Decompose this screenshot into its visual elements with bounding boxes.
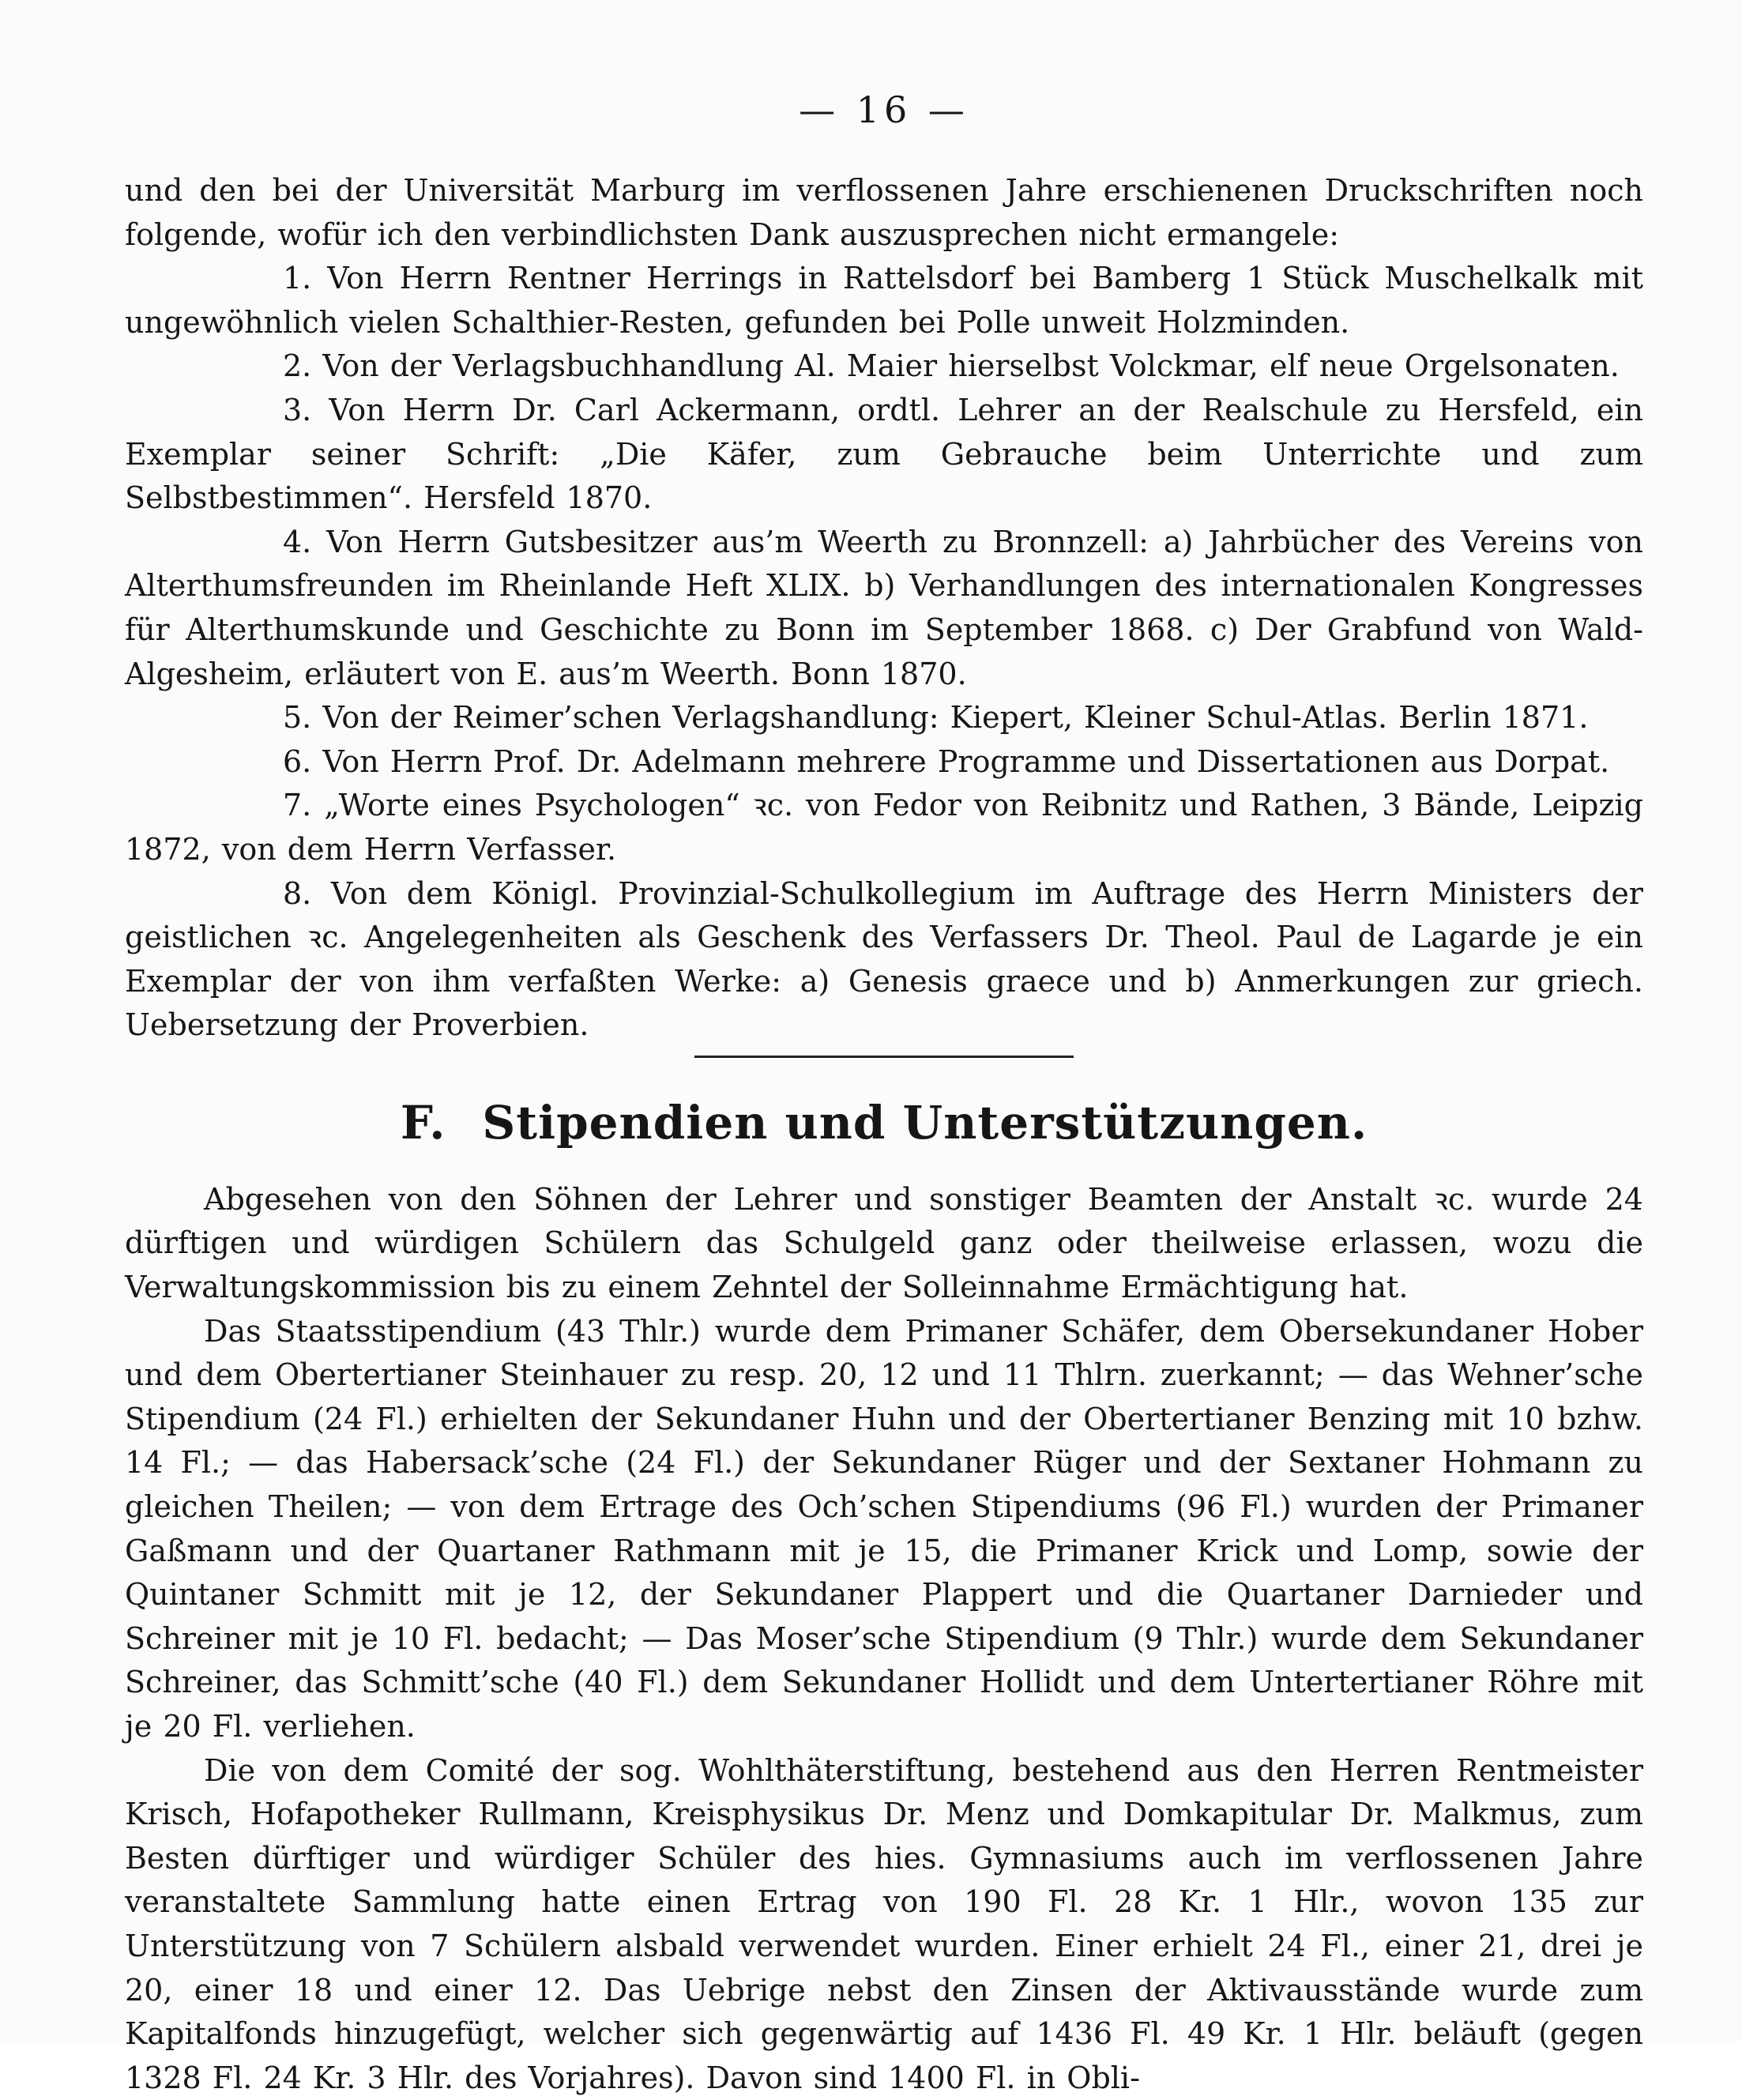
donation-item (125, 696, 1643, 740)
donation-item (125, 344, 1643, 389)
donation-list (125, 257, 1643, 1048)
item-text: Von Herrn Dr. Carl Ackermann, ordtl. Lehrer an der Realschule zu Hersfeld, ein Exemplar seiner Schrift: „Die Käfer, zum Gebrauche beim Unterrichte und zum Selbstbestimmen“. Hersfeld 1870. (125, 392, 1643, 516)
item-text: Von Herrn Gutsbesitzer aus’m Weerth zu Bronnzell: a) Jahrbücher des Vereins von Alterthumsfreunden im Rheinlande Heft XLIX. b) Verhandlungen des internationalen Kongresses für Alterthumskunde und Geschichte zu Bonn im September 1868. c) Der Grabfund von Wald-Algesheim, erläutert von E. aus’m Weerth. Bonn 1870. (125, 524, 1643, 691)
item-number: 7. (283, 788, 312, 823)
intro-paragraph: und den bei der Universität Marburg im verflossenen Jahre erschienenen Druckschriften noch folgende, wofür ich den verbindlichsten Dank auszusprechen nicht ermangele: (125, 173, 1643, 252)
section-title: Stipendien und Unterstützungen. (482, 1095, 1368, 1150)
item-text: Von dem Königl. Provinzial-Schulkollegium im Auftrage des Herrn Ministers der geistlichen ꝛc. Angelegenheiten als Geschenk des Verfassers Dr. Theol. Paul de Lagarde je ein Exemplar der von ihm verfaßten Werke: a) Genesis graece und b) Anmerkungen zur griech. Uebersetzung der Proverbien. (125, 875, 1643, 1043)
donation-item (125, 784, 1643, 871)
item-number: 6. (283, 743, 312, 779)
donation-item (125, 257, 1643, 344)
item-text: „Worte eines Psychologen“ ꝛc. von Fedor von Reibnitz und Rathen, 3 Bände, Leipzig 1872, von dem Herrn Verfasser. (125, 788, 1643, 867)
item-text: Von Herrn Prof. Dr. Adelmann mehrere Programme und Dissertationen aus Dorpat. (322, 743, 1610, 779)
donation-item (125, 872, 1643, 1048)
section-divider (694, 1056, 1074, 1058)
item-number: 3. (283, 392, 312, 427)
item-number: 1. (283, 261, 312, 296)
item-text: Von der Reimer’schen Verlagshandlung: Kiepert, Kleiner Schul-Atlas. Berlin 1871. (322, 700, 1589, 736)
item-number: 5. (283, 700, 312, 736)
body-paragraph: Das Staatsstipendium (43 Thlr.) wurde dem Primaner Schäfer, dem Obersekundaner Hober und dem Obertertianer Steinhauer zu resp. 20, 12 und 11 Thlrn. zuerkannt; — das Wehner’sche Stipendium (24 Fl.) erhielten der Sekundaner Huhn und der Obertertianer Benzing mit 10 bzhw. 14 Fl.; — das Habersack’sche (24 Fl.) der Sekundaner Rüger und der Sextaner Hohmann zu gleichen Theilen; — von dem Ertrage des Och’schen Stipendiums (96 Fl.) wurden der Primaner Gaßmann und der Quartaner Rathmann mit je 15, die Primaner Krick und Lomp, sowie der Quintaner Schmitt mit je 12, der Sekundaner Plappert und die Quartaner Darnieder und Schreiner mit je 10 Fl. bedacht; — Das Moser’sche Stipendium (9 Thlr.) wurde dem Sekundaner Schreiner, das Schmitt’sche (40 Fl.) dem Sekundaner Hollidt und dem Untertertianer Röhre mit je 20 Fl. verliehen. (125, 1313, 1643, 1744)
section-letter: F. (400, 1095, 446, 1150)
page-number: — 16 — (799, 88, 969, 131)
donation-item (125, 740, 1643, 785)
item-text: Von der Verlagsbuchhandlung Al. Maier hierselbst Volckmar, elf neue Orgelsonaten. (322, 348, 1620, 384)
donation-item (125, 389, 1643, 521)
body-paragraph: Abgesehen von den Söhnen der Lehrer und sonstiger Beamten der Anstalt ꝛc. wurde 24 dürftigen und würdigen Schülern das Schulgeld ganz oder theilweise erlassen, wozu die Verwaltungskommission bis zu einem Zehntel der Solleinnahme Ermächtigung hat. (125, 1181, 1643, 1305)
donation-item (125, 521, 1643, 696)
body-paragraph: Die von dem Comité der sog. Wohlthäterstiftung, bestehend aus den Herren Rentmeister Krisch, Hofapotheker Rullmann, Kreisphysikus Dr. Menz und Domkapitular Dr. Malkmus, zum Besten dürftiger und würdiger Schüler des hies. Gymnasiums auch im verflossenen Jahre veranstaltete Sammlung hatte einen Ertrag von 190 Fl. 28 Kr. 1 Hlr., wovon 135 zur Unterstützung von 7 Schülern alsbald verwendet wurden. Einer erhielt 24 Fl., einer 21, drei je 20, einer 18 und einer 12. Das Uebrige nebst den Zinsen der Aktivausstände wurde zum Kapitalfonds hinzugefügt, welcher sich gegenwärtig auf 1436 Fl. 49 Kr. 1 Hlr. beläuft (gegen 1328 Fl. 24 Kr. 3 Hlr. des Vorjahres). Davon sind 1400 Fl. in Obli- (125, 1752, 1643, 2095)
item-text: Von Herrn Rentner Herrings in Rattelsdorf bei Bamberg 1 Stück Muschelkalk mit ungewöhnlich vielen Schalthier-Resten, gefunden bei Polle unweit Holzminden. (125, 261, 1643, 340)
item-number: 4. (283, 524, 312, 559)
section-heading (125, 1096, 1643, 1150)
item-number: 8. (283, 875, 312, 911)
item-number: 2. (283, 348, 312, 384)
